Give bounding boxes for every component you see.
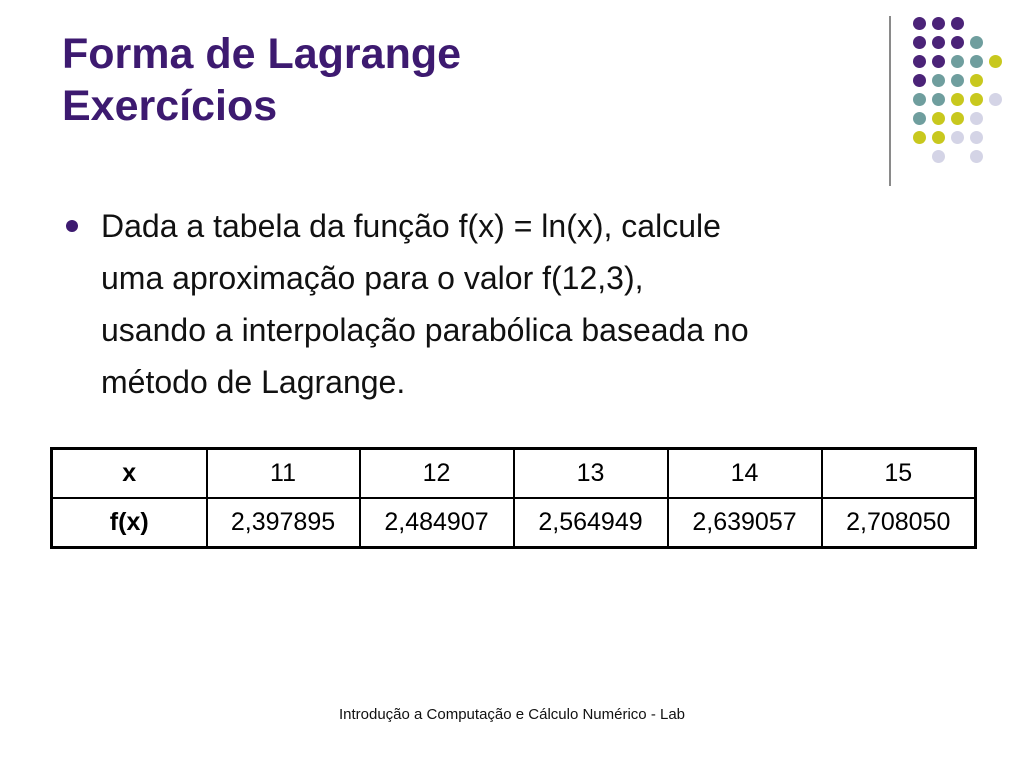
dot [913,93,926,106]
dot [989,93,1002,106]
dot [913,17,926,30]
table-header-x: x [52,449,207,499]
slide-title [62,28,461,132]
dot [951,55,964,68]
table-header-fx: f(x) [52,498,207,548]
dot [970,150,983,163]
dot [970,112,983,125]
bullet-line: usando a interpolação parabólica baseada no [101,312,749,348]
values-table [50,447,977,549]
slide-footer: Introdução a Computação e Cálculo Numérico - Lab [338,706,686,723]
dot [913,112,926,125]
table-cell: 2,564949 [514,498,668,548]
dot [932,112,945,125]
table-cell: 15 [822,449,976,499]
dot [970,74,983,87]
dot [951,93,964,106]
dot [951,74,964,87]
dot [932,17,945,30]
table-cell: 12 [360,449,514,499]
dot [932,131,945,144]
title-line-1: Forma de Lagrange [62,30,462,78]
dot [932,55,945,68]
dot [913,131,926,144]
table-row [52,449,976,499]
title-line-2: Exercícios [62,82,278,130]
table-cell: 13 [514,449,668,499]
dot [989,55,1002,68]
dot [951,17,964,30]
dot [913,55,926,68]
dot [932,36,945,49]
dot [932,150,945,163]
dot [970,131,983,144]
table-cell: 11 [207,449,360,499]
dot [932,93,945,106]
bullet-line: uma aproximação para o valor f(12,3), [101,260,644,296]
table-cell: 2,639057 [668,498,822,548]
bullet-line: Dada a tabela da função f(x) = ln(x), calcule [101,208,721,244]
dot [951,36,964,49]
dot [913,36,926,49]
table-row [52,498,976,548]
dot [970,55,983,68]
table-cell: 2,484907 [360,498,514,548]
dot [913,74,926,87]
table-cell: 2,708050 [822,498,976,548]
bullet-text [101,200,981,408]
table-cell: 2,397895 [207,498,360,548]
dot [951,112,964,125]
decorative-divider [889,16,891,186]
dot [951,131,964,144]
bullet-line: método de Lagrange. [101,364,406,400]
dot [970,36,983,49]
dot [932,74,945,87]
dot [970,93,983,106]
bullet-dot-icon [66,220,78,232]
table-cell: 14 [668,449,822,499]
